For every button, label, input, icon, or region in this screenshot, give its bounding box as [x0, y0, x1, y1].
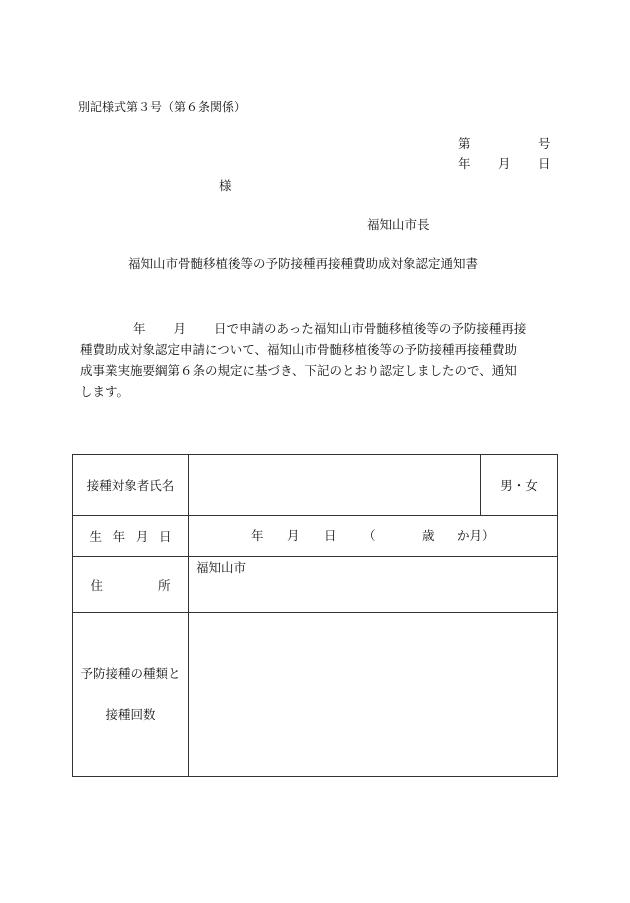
body-line-2: 種費助成対象認定申請について、福知山市骨髄移植後等の予防接種再接種費助 — [80, 342, 518, 357]
body-line-1 — [80, 318, 560, 339]
value-vaccine — [189, 613, 558, 777]
age-months: か月） — [457, 528, 495, 543]
doc-number-go: 号 — [538, 136, 551, 151]
label-birthdate-text — [90, 527, 172, 545]
applicant-table — [72, 454, 558, 777]
table-row-address — [73, 557, 558, 613]
label-vaccine-line-2: 接種回数 — [105, 706, 156, 722]
doc-number-dai: 第 — [458, 136, 471, 151]
table-row-name — [73, 455, 558, 516]
body-line-1-rest: 日で申請のあった福知山市骨髄移植後等の予防接種再接 — [214, 321, 527, 336]
body-line-4: します。 — [80, 384, 130, 399]
label-birth-char-2: 年 — [112, 529, 126, 544]
sex-selection-text: 男・女 — [500, 478, 538, 493]
label-applicant-name-text: 接種対象者氏名 — [86, 478, 175, 493]
table-row-vaccine — [73, 613, 558, 777]
age-open-paren: （ — [363, 528, 376, 543]
label-birthdate — [73, 516, 189, 557]
sex-selection — [481, 455, 558, 516]
birth-month: 月 — [287, 528, 300, 543]
body-month: 月 — [173, 321, 187, 336]
document-title: 福知山市骨髄移植後等の予防接種再接種費助成対象認定通知書 — [128, 256, 479, 271]
doc-date-month: 月 — [498, 156, 511, 171]
label-address-char-1: 住 — [90, 577, 104, 593]
body-year: 年 — [133, 321, 146, 336]
age-years: 歳 — [422, 528, 435, 543]
label-vaccine — [73, 613, 189, 777]
form-reference: 別記様式第３号（第６条関係） — [78, 100, 247, 114]
label-birth-char-4: 日 — [158, 529, 172, 544]
value-address — [189, 557, 558, 613]
value-birthdate — [189, 516, 558, 557]
label-birth-char-1: 生 — [89, 529, 103, 544]
label-address-text — [91, 576, 171, 594]
body-line-3: 成事業実施要綱第６条の規定に基づき、下記のとおり認定しましたので、通知 — [80, 363, 517, 378]
label-vaccine-line-1: 予防接種の種類と — [80, 666, 181, 681]
issuer-name: 福知山市長 — [367, 217, 430, 232]
recipient-honorific: 様 — [219, 178, 232, 193]
doc-date-year: 年 — [458, 156, 471, 171]
label-birth-char-3: 月 — [135, 529, 149, 544]
label-address — [73, 557, 189, 613]
birth-year: 年 — [251, 528, 264, 543]
birth-day: 日 — [324, 528, 337, 543]
body-paragraph — [80, 318, 560, 402]
address-city: 福知山市 — [196, 560, 247, 575]
label-applicant-name — [73, 455, 189, 516]
doc-date-day: 日 — [538, 156, 551, 171]
label-address-char-2: 所 — [157, 577, 171, 593]
table-row-birthdate — [73, 516, 558, 557]
value-applicant-name — [189, 455, 481, 516]
